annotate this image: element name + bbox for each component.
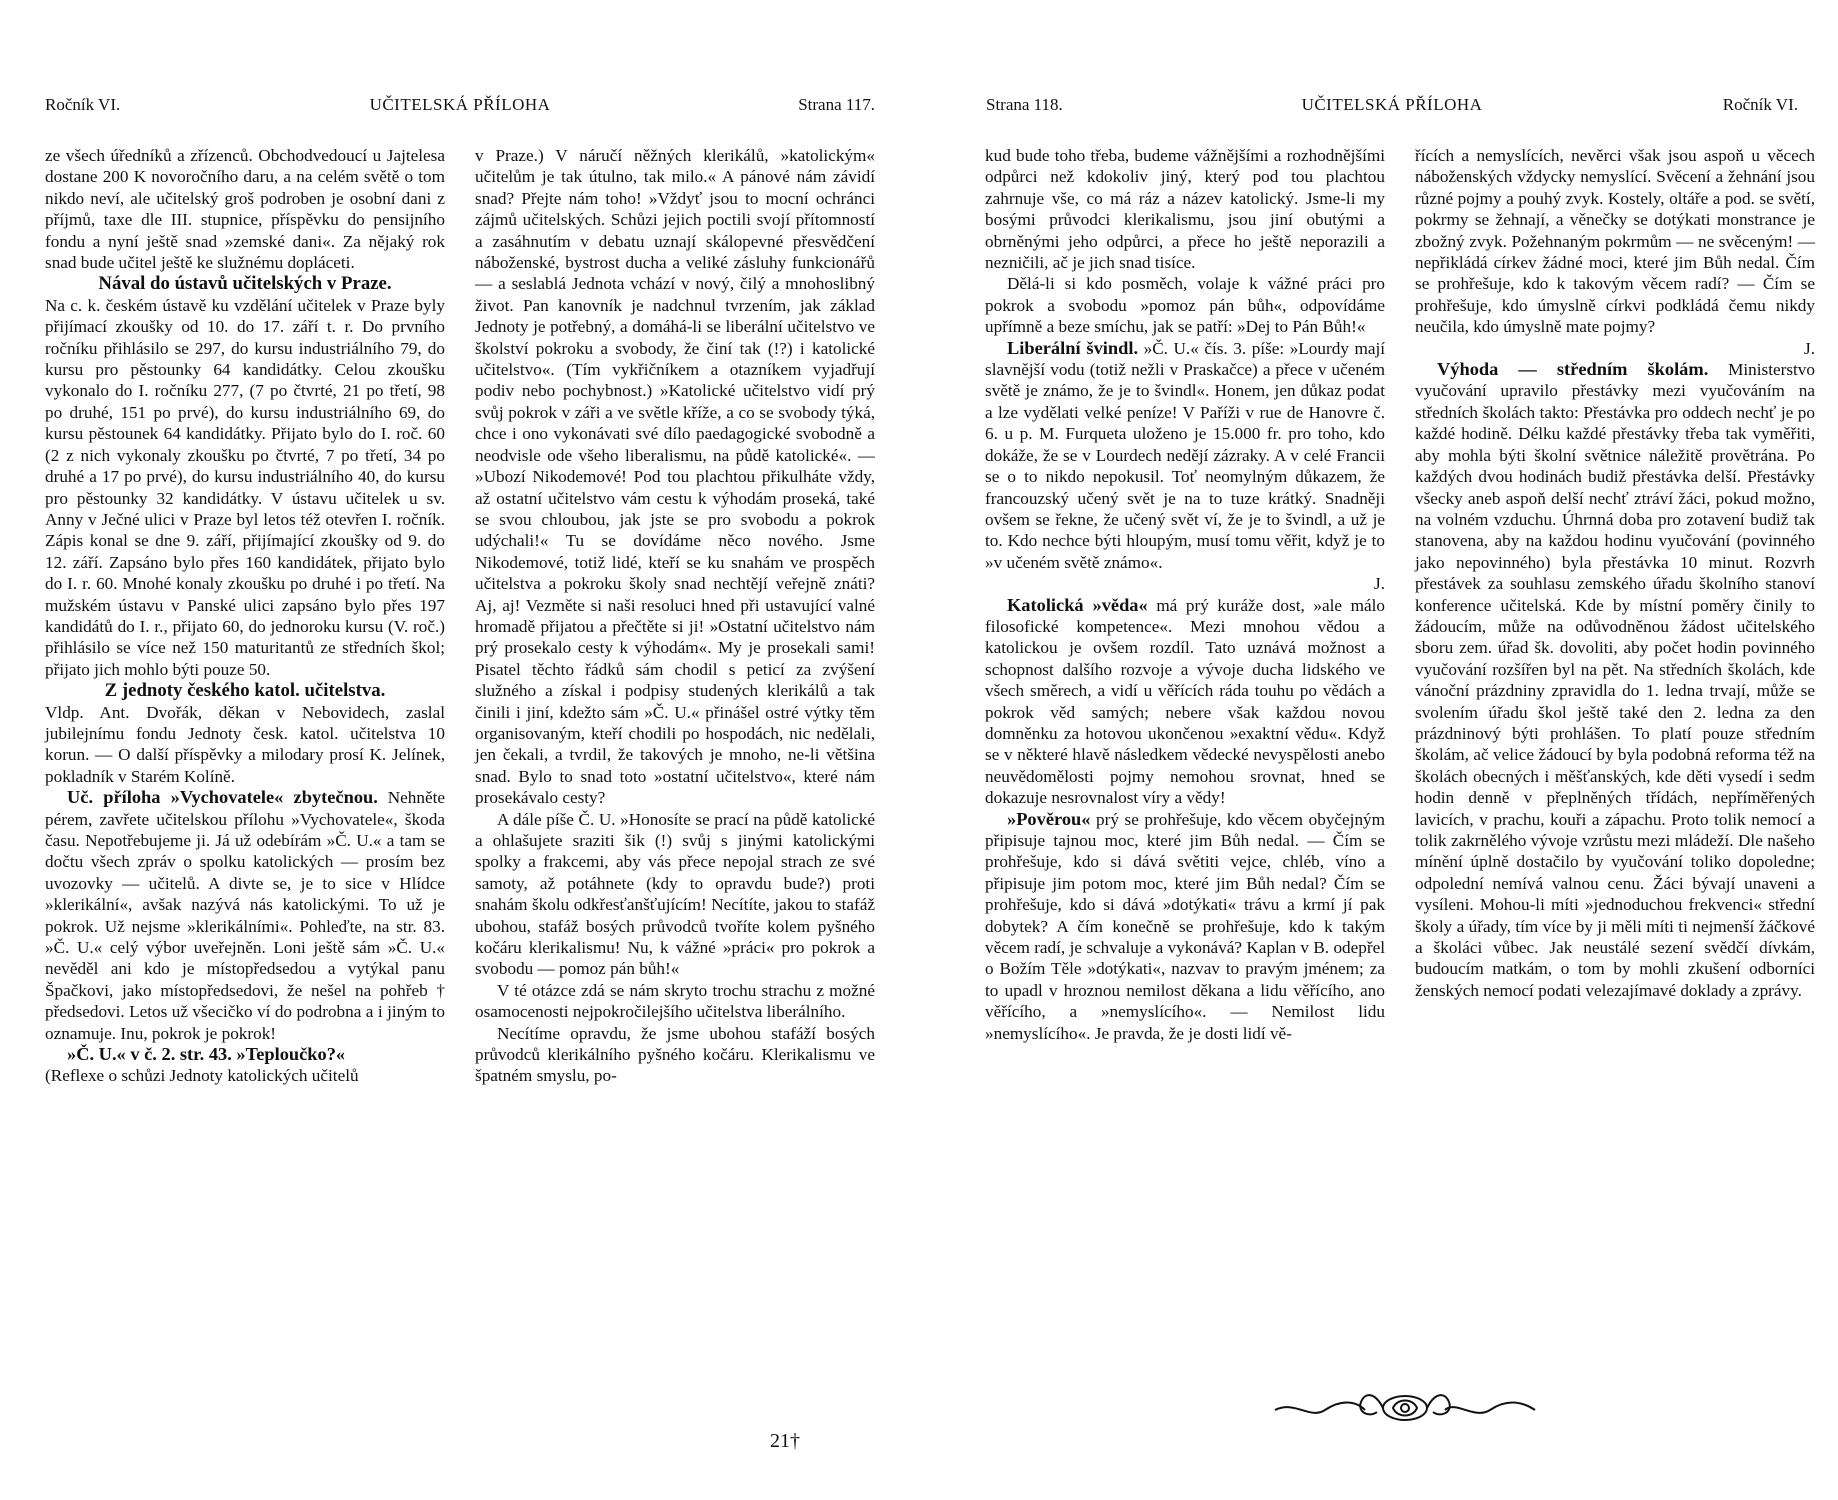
paragraph: řících a nemyslících, nevěrci však jsou aspoň u věcech náboženských vždycky nemyslící. Svěcení a žehnání jsou různé pojmy a pouhý zvyk. Kostely, oltáře a pod. se světí, pokrmy se žehnají, a věnečky se dotýkati monstrance je zbožný zvyk. Požehnaným pokrmům — ne svěceným! — nepřikládá církev žádné moci, které jim Bůh nedal. Čím se prohřešuje, kdo k takovým věcem radí? — Čím se prohřešuje, kdo úmyslně církvi podkládá čemu nikdy neučila, kdo úmyslně mate pojmy? <box>1415 146 1815 337</box>
paragraph: Vldp. Ant. Dvořák, děkan v Nebovidech, zaslal jubilejnímu fondu Jednoty česk. katol. učitelstva 10 korun. — O další příspěvky a milodary prosí K. Jelínek, pokladník v Starém Kolíně. <box>45 702 445 786</box>
paragraph: Dělá-li si kdo posměch, volaje k vážné práci pro pokrok a svobodu »pomoz pán bůh«, odpovídáme upřímně a beze smíchu, jak se patří: »Dej to Pán Bůh!« <box>985 274 1385 337</box>
article-heading: »Č. U.« v č. 2. str. 43. »Teploučko?« <box>67 1044 346 1065</box>
article-heading: Výhoda — středním školám. <box>1437 359 1709 380</box>
article-heading: Z jednoty českého katol. učitelstva. <box>104 680 386 702</box>
article-heading: »Pověrou« <box>1007 808 1091 829</box>
running-title: UČITELSKÁ PŘÍLOHA <box>369 95 551 114</box>
article-heading: Uč. příloha »Vychovatele« zbytečnou. <box>67 787 378 808</box>
article-heading: Nával do ústavů učitelských v Praze. <box>98 273 392 295</box>
paragraph: Nehněte pérem, zavřete učitelskou přílohu »Vychovatele«, škoda času. Nepotřebujeme ji. Já už odebírám »Č. U.« a tam se dočtu všech zpráv o spolku katolických — prosím bez uvozovky — učitelů. A divte se, je to sice v Hlídce »klerikální«, avšak nazývá nás katolickými. To už je pokrok. Už nejsme »klerikálními«. Pohleďte, na str. 83. »Č. U.« celý výbor uveřejněn. Loni ještě sám »Č. U.« nevěděl ani kdo je místopředsedou a vytýkal panu Špačkovi, jako místopředsedovi, že nešel na pohřeb † předsedovi. Letos už všecičko ví do podrobna a i jiným to oznamuje. Inu, pokrok je pokrok! <box>45 788 445 1043</box>
article-lead <box>45 787 445 1044</box>
right-column-2 <box>1415 145 1815 1001</box>
article-lead <box>1415 359 1815 1001</box>
signature-mark: 21† <box>770 1430 800 1452</box>
paragraph: »Č. U.« čís. 3. píše: »Lourdy mají slavnější vodu (totiž nežli v Praskačce) a přece v učeném světě je známo, že je to švindl«. Honem, jen důkaz podat a lze vydělati velké peníze! V Paříži v rue de Hanovre č. 6. u p. M. Furqueta uloženo je 15.000 fr. pro toho, kdo dokáže, že se v Lourdech nedějí zázraky. A v celé Francii se o to nikdo nepokusil. Toť neomylným důkazem, že francouzský učený svět je na to tuze krátký. Snadněji ovšem se řekne, že učený svět ví, že je to švindl, a už je to. Kdo nechce býti hloupým, musí tomu věřit, když je to »v učeném světě známo«. <box>985 338 1386 572</box>
paragraph: ze všech úředníků a zřízenců. Obchodvedoucí u Jajtelesa dostane 200 K novoročního daru, a na celém světě o tom nikdo neví, ale učitelský groš podroben je osobní dani z příjmů, taxe dle III. stupnice, příspěvku do pensijního fondu a nyní ještě snad »zemské dani«. Za nějaký rok snad bude učitel ještě ke služnému dopláceti. <box>45 146 445 273</box>
article-lead <box>985 595 1385 809</box>
running-title: UČITELSKÁ PŘÍLOHA <box>1301 95 1483 114</box>
left-column-1 <box>45 145 445 1087</box>
right-page-header <box>986 95 1798 125</box>
left-page <box>0 0 900 1500</box>
volume-label: Ročník VI. <box>45 95 121 114</box>
paragraph: má prý kuráže dost, »ale málo filosofické kompetence«. Mezi mnohou vědou a katolickou je ovšem rozdíl. Tato uznává možnost a schopnost dalšího rozvoje a vývoje ducha lidského ve všech směrech, a vidí u věřících ráda touhu po vědách a pokrok věd samých; nebere však každou novou domněnku za hotovou ukončenou »exaktní vědu«. Když se v některé hlavě následkem vědecké nevyspělosti anebo neuvědomělosti pojmy nemohou srovnat, hned se dokazuje nesrovnalost víry a vědy! <box>985 595 1385 808</box>
right-column-1 <box>985 145 1385 1044</box>
author-signature: J. <box>1374 574 1385 594</box>
article-lead <box>45 1044 445 1065</box>
paragraph: (Reflexe o schůzi Jednoty katolických učitelů <box>45 1066 359 1086</box>
article-heading: Katolická »věda« <box>1007 594 1148 615</box>
left-column-2 <box>475 145 875 1087</box>
volume-label: Ročník VI. <box>1722 95 1798 114</box>
paragraph: V té otázce zdá se nám skryto trochu strachu z možné osamocenosti nejpokročilejšího učitelstva liberálního. <box>475 980 875 1022</box>
paragraph: Ministerstvo vyučování upravilo přestávky mezi vyučováním na středních školách takto: Přestávka pro oddech nechť je po každé hodině. Délku každé přestávky třeba tak vyměřiti, aby mohla býti školní světnice náležitě provětrána. Po každých dvou hodinách budiž přestávka delší. Přestávky všecky aneb aspoň delší nechť ztráví žáci, pokud možno, na volném vzduchu. Úhrnná doba pro zotavení budiž tak stanovena, aby na každou hodinu vyučování (povinného jako nepovinného) byla přestávka 10 minut. Rozvrh přestávek za souhlasu zemského úřadu školního stanoví konference učitelská. Kde by místní poměry činily to žádoucím, může na odůvodněnou žádost učitelského sboru zem. úřad šk. dovoliti, aby počet hodin povinného vyučování rozšířen byl na pět. Na středních školách, kde vánoční prázdniny zpravidla do 1. ledna trvají, může se svolením úřadu škol ještě také den 2. ledna za den prázdninový býti prohlášen. To platí pouze středním školám, ač velice žádoucí by byla podobná reforma též na školách obecných i měšťanských, kde děti vysedí i sedm hodin denně v přeplněných třídách, nepříměřených lavicích, v prachu, kouři a zápachu. Proto tolik nemocí a tolik zakrnělého vývoje vzrůstu mezi mládeží. Dle našeho mínění úplně dostačilo by vyučování toliko dopoledne; odpolední nemívá valnou cenu. Žáci bývají unaveni a vysíleni. Mohou-li míti »jednoduchou frekvenci« střední školy a úřady, tím více by ji měli míti ti nejmenší žáčkové a školáci vůbec. Jak neustálé sezení svědčí dívkám, budoucím matkám, o tom by mohli zkušení odborníci ženských nemocí podati velezajímavé doklady a zprávy. <box>1415 360 1815 1000</box>
article-heading: Liberální švindl. <box>1007 337 1139 358</box>
paragraph: Na c. k. českém ústavě ku vzdělání učitelek v Praze byly přijímací zkoušky od 10. do 17. září t. r. Do prvního ročníku přihlásilo se 297, do kursu industriálního 79, do kursu pro pěstounky 64 kandidátky. Celou zkoušku vykonalo do I. ročníku 277, (7 po čtvrté, 21 po třetí, 98 po druhé, 151 po prvé), do kursu industriálního 69, do kursu pěstounek 64 kandidátky. Přijato bylo do I. roč. 60 (2 z nich vykonaly zkoušku po čtvrté, 7 po třetí, 34 po druhé a 17 po prvé), do kursu industriálního 40, do kursu pro pěstounky 32 kandidátky. V ústavu učitelek u sv. Anny v Ječné ulici v Praze byl letos též otevřen I. ročník. Zápis konal se dne 9. září, přijímající zkoušky od 9. do 12. září. Zapsáno bylo přes 160 kandidátek, přijato bylo do I. r. 60. Mnohé konaly zkoušku po druhé i po třetí. Na mužském ústavu v Panské ulici zapsáno bylo přes 197 kandidátů do I. r., přijato 60, do jednoroku kursu (V. roč.) přihlásilo se více než 150 maturitantů ze středních škol; přijato jich mohlo býti pouze 50. <box>45 295 445 679</box>
article-lead <box>985 338 1385 573</box>
page-number-label: Strana 118. <box>986 95 1063 114</box>
paragraph: kud bude toho třeba, budeme vážnějšími a rozhodnějšími odpůrci než kdokoliv jiný, který pod tou plachtou zahrnuje vše, co má ráz a název katolický. Jsme-li my bosými průvodci klerikalismu, jsou jiní obutými a obrněnými jeho odpůrci, a přece ho ještě neporazili a nezničili, ač je jich snad tisíce. <box>985 146 1385 273</box>
left-page-header <box>45 95 875 125</box>
paragraph: prý se prohřešuje, kdo věcem obyčejným připisuje tajnou moc, které jim Bůh nedal. — Čím se prohřešuje, kdo si dává světiti vejce, chléb, víno a připisuje jim potom moc, které jim Bůh nedal? Čím se prohřešuje, kdo si dává »dotýkati« trávu a krmí jí pak dobytek? A čím konečně se prohřešuje, kdo k takým věcem radí, je schvaluje a vykonává? Kaplan v B. odepřel o Božím Těle »dotýkati«, nazvav to pravým jménem; za to upadl v hroznou nemilost děkana a lidu věřícího, ano věřícího, a »nemyslícího«. — Nemilost lidu »nemyslícího«. Je pravda, že je dosti lidí vě- <box>985 809 1386 1043</box>
right-page <box>960 0 1838 1500</box>
paragraph: Necítíme opravdu, že jsme ubohou stafáží bosých průvodců klerikálního pyšného kočáru. Klerikalismu ve špatném smyslu, po- <box>475 1023 875 1086</box>
author-signature: J. <box>1804 338 1815 358</box>
article-lead <box>985 809 1385 1044</box>
paragraph: A dále píše Č. U. »Honosíte se prací na půdě katolické a ohlašujete sraziti šik (!) svůj s jinými katolickými spolky a frakcemi, aby vás přece nepojal strach ze své samoty, až potáhnete (kdy to opravdu bude?) proti snahám školu odkřesťanšťujícím! Necítíte, jakou to stafáž ubohou, stafáž bosých průvodců tvoříte kolem pyšného kočáru klerikalismu! Nu, k vážné »práci« pro pokrok a svobodu — pomoz pán bůh!« <box>475 809 875 979</box>
paragraph: v Praze.) V náručí něžných klerikálů, »katolickým« učitelům je tak útulno, tak milo.« A pánové nám závidí snad? Přejte nám toho! »Vždyť jsou to mocní ochránci zájmů učitelských. Schůzi jejich poctili svojí přítomností a zasáhnutím v debatu uznají skálopevné přesvědčení náboženské, bystrost ducha a veliké zásluhy funkcionářů — a seslablá Jednota vchází v nový, čilý a mnohoslibný život. Pan kanovník je nadchnul tvrzením, jak základ Jednoty je potřebný, a domáhá-li se liberální učitelstvo ve školství pokroku a svobody, že činí tak (!?) i katolické učitelstvo«. (Tím vykřičníkem a otazníkem vyjadřují podiv nebo pochybnost.) »Katolické učitelstvo vidí prý svůj pokrok v záři a ve světle kříže, a co se svobody týká, chce i ono vykonávati své dílo paedagogické svobodně a neodvisle ode všeho liberalismu, na půdě katolické«. — »Ubozí Nikodemové! Pod tou plachtou přikulháte vždy, až ostatní učitelstvo vám cestu k výhodám proseká, také se svou chloubou, jak jste se pro svobodu a pokrok udýchali!« Tu se dovídáme něco nového. Jsme Nikodemové, totiž lidé, kteří se ku snahám ve prospěch učitelstva a pokroku školy snad nechtějí veřejně znáti? Aj, aj! Vezměte si naši resoluci hned při ustavující valné hromadě přijatou a přečtěte si ji! »Ostatní učitelstvo nám prý prosekalo cesty k výhodám«. My je prosekali sami! Pisatel těchto řádků sám chodil s peticí za zvýšení služného a získal i podpisy studených klerikálů a tak činili i jiní, kdežto sám »Č. U.« přinášel ostré výtky těm organisovaným, kteří chodili po hospodách, nic nedělali, jen čekali, a tvrdil, že takových je mnoho, ne-li většina snad. Bylo to snad toto »ostatní učitelstvo«, které nám prosekávalo cesty? <box>475 146 875 808</box>
decorative-ornament <box>1265 1378 1545 1438</box>
page-number-label: Strana 117. <box>798 95 875 114</box>
